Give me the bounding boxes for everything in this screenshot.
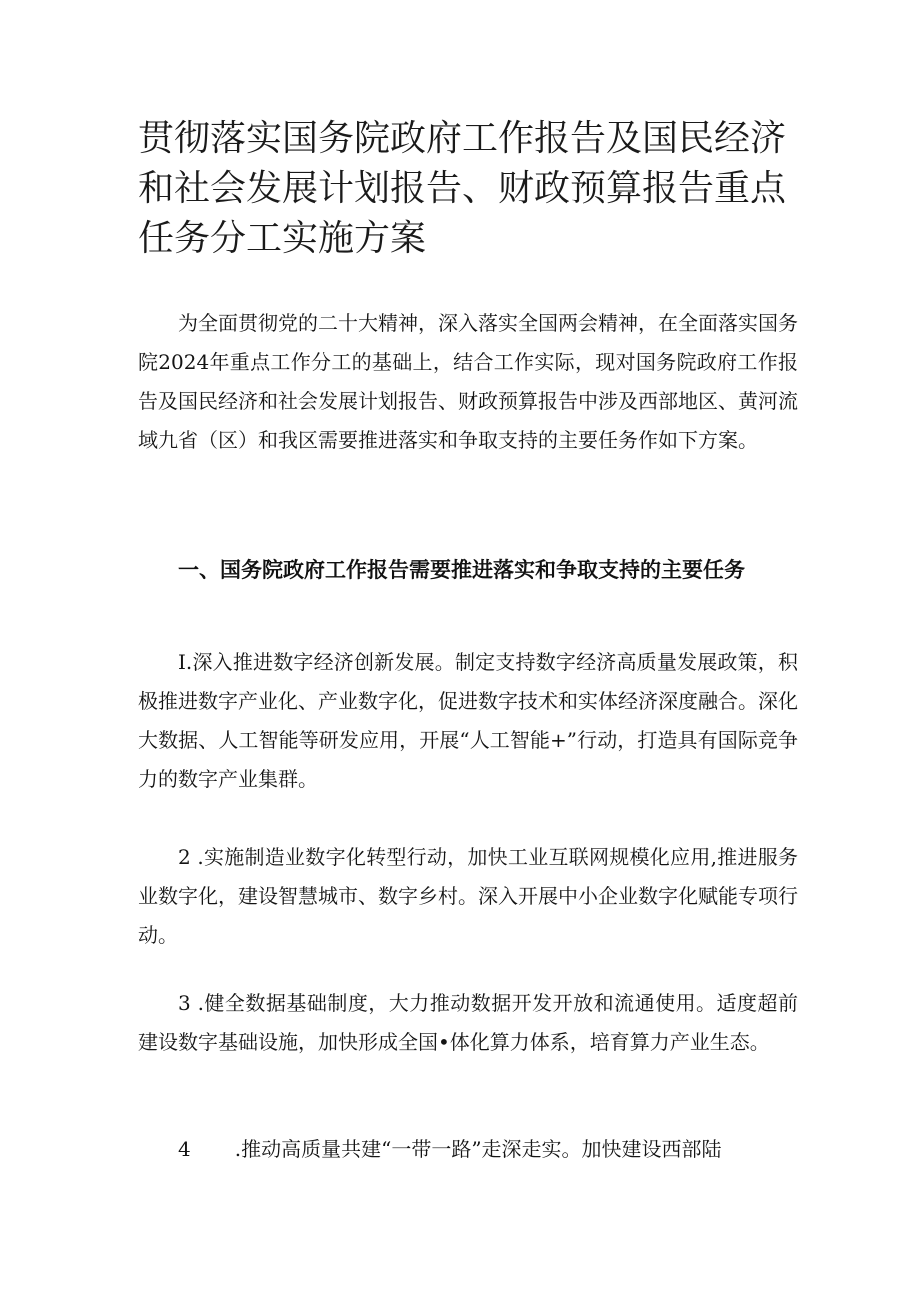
task-item-1-number: I. bbox=[178, 650, 193, 674]
task-item-4 bbox=[138, 1130, 798, 1169]
task-item-3-number: 3 bbox=[178, 991, 191, 1015]
task-item-3-text: .健全数据基础制度，大力推动数据开发开放和流通使用。适度超前建设数字基础设施，加快形成全国•体化算力体系，培育算力产业生态。 bbox=[138, 991, 798, 1054]
task-item-2-number: 2 bbox=[178, 845, 191, 869]
document-title: 贯彻落实国务院政府工作报告及国民经济和社会发展计划报告、财政预算报告重点任务分工实施方案 bbox=[138, 118, 787, 259]
task-item-2-text: .实施制造业数字化转型行动，加快工业互联网规模化应用,推进服务业数字化，建设智慧城市、数字乡村。深入开展中小企业数字化赋能专项行动。 bbox=[138, 845, 798, 947]
task-item-3 bbox=[138, 984, 798, 1062]
intro-paragraph: 为全面贯彻党的二十大精神，深入落实全国两会精神，在全面落实国务院2024年重点工作分工的基础上，结合工作实际，现对国务院政府工作报告及国民经济和社会发展计划报告、财政预算报告中涉及西部地区、黄河流域九省（区）和我区需要推进落实和争取支持的主要任务作如下方案。 bbox=[138, 311, 798, 452]
task-item-4-text: .推动高质量共建“一带一路”走深走实。加快建设西部陆 bbox=[234, 1137, 722, 1161]
task-item-1-text: 深入推进数字经济创新发展。制定支持数字经济高质量发展政策，积极推进数字产业化、产业数字化，促进数字技术和实体经济深度融合。深化大数据、人工智能等研发应用，开展“人工智能+”行动，打造具有国际竞争力的数字产业集群。 bbox=[138, 650, 798, 791]
task-item-2 bbox=[138, 838, 798, 955]
task-item-4-number: 4 bbox=[178, 1137, 191, 1161]
task-item-1 bbox=[138, 643, 798, 799]
section-heading: 一、国务院政府工作报告需要推进落实和争取支持的主要任务 bbox=[178, 558, 745, 582]
